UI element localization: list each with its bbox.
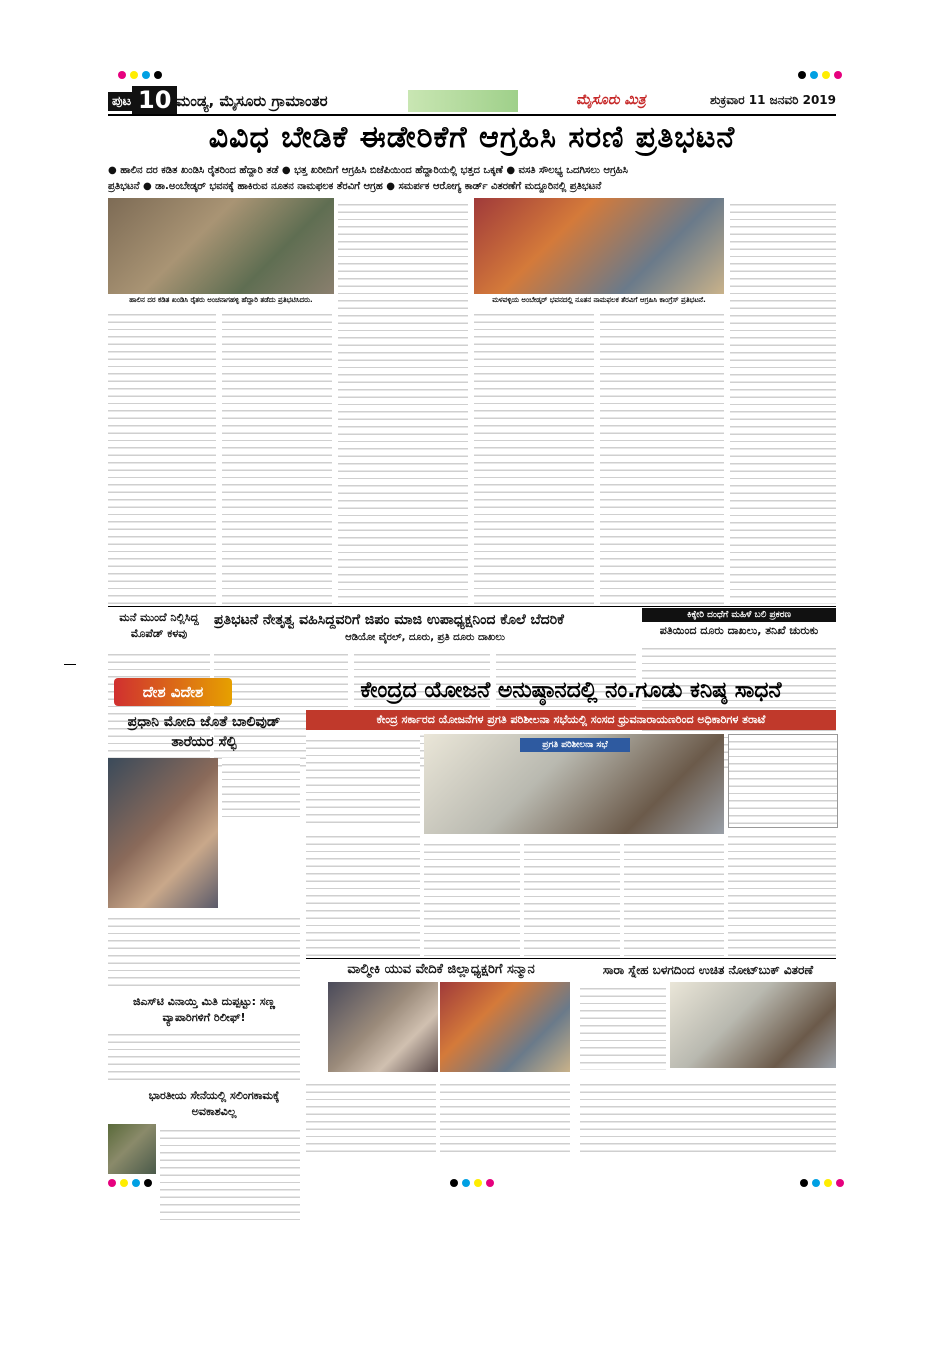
photo-caption-1: ಹಾಲಿನ ದರ ಕಡಿತ ಖಂಡಿಸಿ ರೈತರು ಅಂಚನಾಗಹಳ್ಳಿ ಹೆದ್ದಾರಿ ತಡೆದು ಪ್ರತಿಭಟಿಸಿದರು. [129, 296, 313, 304]
article-column [730, 198, 836, 604]
divider [306, 958, 836, 959]
meeting-banner: ಪ್ರಗತಿ ಪರಿಶೀಲನಾ ಸಭೆ [520, 738, 630, 752]
article-column [108, 1028, 300, 1084]
lead-bullets-2: ಪ್ರತಿಭಟನೆ ● ಡಾ.ಅಂಬೇಡ್ಕರ್ ಭವನಕ್ಕೆ ಹಾಕಿರುವ ನೂತನ ನಾಮಫಲಕ ತೆರವಿಗೆ ಆಗ್ರಹ ● ಸಮರ್ಪಕ ಆರೋಗ್ಯ ಕಾರ್ಡ್ ವಿತರಣೆಗೆ ಮದ್ದೂರಿನಲ್ಲಿ ಪ್ರತಿಭಟನೆ [108, 181, 602, 192]
world-news-badge: ದೇಶ ವಿದೇಶ [114, 678, 232, 706]
protest-photo-2 [474, 198, 724, 294]
world-news-box [108, 676, 300, 1366]
notebook-headline: ಸಾರಾ ಸ್ನೇಹ ಬಳಗದಿಂದ ಉಚಿತ ನೋಟ್‌ಬುಕ್ ವಿತರಣೆ [602, 963, 814, 977]
valmiki-photo-1 [328, 982, 438, 1072]
article-column [580, 1078, 836, 1158]
central-redbar: ಕೇಂದ್ರ ಸರ್ಕಾರದ ಯೋಜನೆಗಳ ಪ್ರಗತಿ ಪರಿಶೀಲನಾ ಸಭೆಯಲ್ಲಿ ಸಂಸದ ಧ್ರುವನಾರಾಯಣರಿಂದ ಅಧಿಕಾರಿಗಳ ತರಾಟೆ [306, 710, 836, 730]
article-column [524, 838, 620, 956]
strip-mid-sub: ಆಡಿಯೋ ವೈರಲ್, ದೂರು, ಪ್ರತಿ ದೂರು ದಾಖಲು [345, 632, 505, 643]
selfie-photo [108, 758, 218, 908]
central-headline: ಕೇಂದ್ರದ ಯೋಜನೆ ಅನುಷ್ಠಾನದಲ್ಲಿ ನಂ.ಗೂಡು ಕನಿಷ್ಠ ಸಾಧನೆ [360, 678, 782, 703]
paper-name: ಮೈಸೂರು ಮಿತ್ರ [576, 92, 646, 108]
section-title: ಮಂಡ್ಯ, ಮೈಸೂರು ಗ್ರಾಮಾಂತರ [176, 92, 328, 110]
article-column [306, 830, 420, 956]
registration-marks [798, 64, 846, 83]
article-column [580, 982, 666, 1070]
article-column [306, 1078, 436, 1158]
issue-date: ಶುಕ್ರವಾರ 11 ಜನವರಿ 2019 [710, 93, 836, 107]
section-banner [408, 90, 518, 112]
valmiki-headline: ವಾಲ್ಮೀಕಿ ಯುವ ವೇದಿಕೆ ಜಿಲ್ಲಾಧ್ಯಕ್ಷರಿಗೆ ಸನ್ಮಾನ [347, 962, 535, 977]
lead-bullets-1: ● ಹಾಲಿನ ದರ ಕಡಿತ ಖಂಡಿಸಿ ರೈತರಿಂದ ಹೆದ್ದಾರಿ ತಡೆ ● ಭತ್ತ ಖರೀದಿಗೆ ಆಗ್ರಹಿಸಿ ಬಿಜೆಪಿಯಿಂದ ಹೆದ್ದಾರಿಯಲ್ಲಿ ಭತ್ತದ ಒಕ್ಕಣೆ ● ವಸತಿ ಸೌಲಭ್ಯ ಒದಗಿಸಲು ಆಗ್ರಹಿಸಿ [108, 165, 628, 176]
article-column [222, 308, 332, 604]
strip-mid-headline: ಪ್ರತಿಭಟನೆ ನೇತೃತ್ವ ವಹಿಸಿದ್ದವರಿಗೆ ಜಿಪಂ ಮಾಜಿ ಉಪಾಧ್ಯಕ್ಷನಿಂದ ಕೊಲೆ ಬೆದರಿಕೆ [214, 612, 564, 628]
notebook-photo [670, 982, 836, 1068]
article-column [222, 758, 300, 818]
world-head-3: ಭಾರತೀಯ ಸೇನೆಯಲ್ಲಿ ಸಲಿಂಗಕಾಮಕ್ಕೆ ಅವಕಾಶವಿಲ್ಲ [148, 1089, 280, 1118]
article-column [440, 1078, 570, 1158]
article-column [338, 198, 468, 604]
article-column [108, 912, 300, 990]
protest-photo-1 [108, 198, 334, 294]
world-head-2: ಜಿಎಸ್‌ಟಿ ವಿನಾಯ್ತಿ ಮಿತಿ ದುಪ್ಪಟ್ಟು: ಸಣ್ಣ ವ್ಯಾಪಾರಿಗಳಿಗೆ ರಿಲೀಫ್! [132, 995, 276, 1024]
page-label: ಪುಟ [108, 92, 135, 111]
article-column [600, 308, 724, 604]
meeting-photo [424, 734, 724, 834]
masthead [108, 88, 836, 116]
registration-marks [108, 1172, 156, 1191]
divider [108, 606, 836, 607]
article-column [160, 1124, 300, 1224]
article-column [624, 838, 724, 956]
lead-headline: ವಿವಿಧ ಬೇಡಿಕೆ ಈಡೇರಿಕೆಗೆ ಆಗ್ರಹಿಸಿ ಸರಣಿ ಪ್ರತಿಭಟನೆ [208, 120, 736, 155]
fold-mark [64, 664, 76, 665]
article-column [306, 734, 420, 826]
registration-marks [118, 64, 166, 83]
photo-caption-2: ಮಳವಳ್ಳಿಯ ಅಂಬೇಡ್ಕರ್ ಭವನದಲ್ಲಿ ನೂತನ ನಾಮಫಲಕ ತೆರವಿಗೆ ಆಗ್ರಹಿಸಿ ಕಾಂಗ್ರೆಸ್ ಪ್ರತಿಭಟನೆ. [492, 296, 706, 304]
registration-marks [800, 1172, 848, 1191]
page-number: 10 [132, 86, 177, 114]
article-column [474, 308, 594, 604]
article-column [424, 838, 520, 956]
strip-right-headline: ಪತಿಯಿಂದ ದೂರು ದಾಖಲು, ತನಿಖೆ ಚುರುಕು [659, 624, 819, 637]
article-column [108, 308, 216, 604]
valmiki-photo-2 [440, 982, 570, 1072]
world-head-1: ಪ್ರಧಾನಿ ಮೋದಿ ಜೊತೆ ಬಾಲಿವುಡ್ ತಾರೆಯರ ಸೆಲ್ಫಿ [127, 714, 281, 750]
army-chief-photo [108, 1124, 156, 1174]
highlights-box [728, 734, 838, 828]
registration-marks [450, 1172, 498, 1191]
strip-left-headline: ಮನೆ ಮುಂದೆ ನಿಲ್ಲಿಸಿದ್ದ ಮೊಪೆಡ್ ಕಳವು [119, 611, 199, 640]
strip-right-kicker: ಕಿಕ್ಕೇರಿ ದಂಧೆಗೆ ಮಹಿಳೆ ಬಲಿ ಪ್ರಕರಣ [642, 608, 836, 622]
article-column [728, 830, 836, 956]
